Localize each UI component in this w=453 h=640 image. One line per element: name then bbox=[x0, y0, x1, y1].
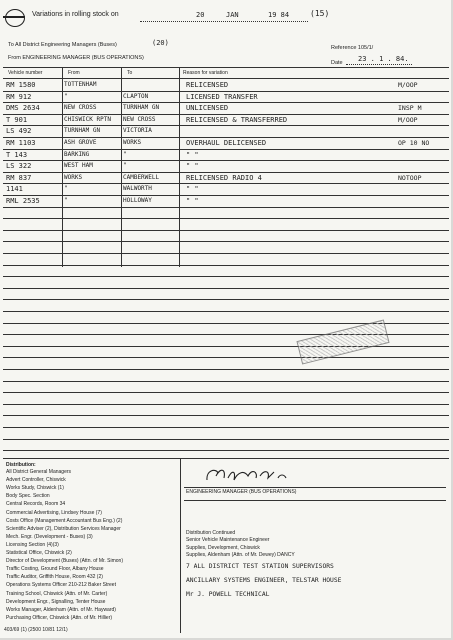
title-number: (15) bbox=[310, 9, 330, 18]
to-cell: " bbox=[123, 162, 127, 170]
distribution-line: Statistical Office, Chiswick (2) bbox=[6, 550, 72, 556]
row-rule bbox=[3, 172, 449, 173]
distribution-line: Advert Controller, Chiswick bbox=[6, 477, 66, 484]
col-header-to: To bbox=[127, 70, 133, 76]
col-header-vehicle: Vehicle number bbox=[8, 70, 43, 76]
row-rule bbox=[3, 195, 449, 196]
distribution-line: Commercial Advertising, Lindsey House (7) bbox=[6, 509, 102, 516]
distribution-line: Central Records, Room 34 bbox=[6, 501, 66, 508]
date-value: 23 . 1 . 84. bbox=[358, 55, 409, 63]
doc-title: Variations in rolling stock on bbox=[32, 11, 119, 18]
blank-rule bbox=[3, 230, 449, 231]
vehicle-cell: T 901 bbox=[6, 115, 28, 124]
blank-rule bbox=[3, 346, 449, 347]
from-cell: " bbox=[64, 92, 68, 100]
vehicle-cell: DMS 2634 bbox=[6, 104, 40, 113]
title-day: 20 bbox=[196, 11, 205, 19]
reference-label: Reference 105/1/ bbox=[331, 45, 374, 51]
col-divider-1 bbox=[62, 67, 63, 267]
dist-continued-line: Senior Vehicle Maintenance Engineer bbox=[186, 537, 270, 543]
dist-continued-line: Supplies, Development, Chiswick bbox=[186, 544, 260, 551]
distribution-line: Purchasing Officer, Chiswick (Attn. of Mr. Hillier) bbox=[6, 614, 113, 621]
bottom-section-rule bbox=[3, 458, 449, 459]
dist-handwritten-line: 7 ALL DISTRICT TEST STATION SUPERVISORS bbox=[186, 563, 334, 570]
row-rule bbox=[3, 125, 449, 126]
distribution-line: Works Manager, Aldenham (Attn. of Mr. Hayward) bbox=[6, 606, 116, 613]
col-divider-2 bbox=[121, 67, 122, 267]
vehicle-cell: RM 1580 bbox=[6, 81, 36, 89]
from-cell: CHISWICK RPTN bbox=[64, 115, 111, 123]
distribution-line: All District General Managers bbox=[6, 469, 72, 475]
title-month: JAN bbox=[226, 11, 239, 19]
date-dotted-line bbox=[346, 64, 412, 65]
table-header-rule bbox=[3, 78, 449, 79]
to-cell: VICTORIA bbox=[123, 127, 152, 135]
note-cell: M/OOP bbox=[398, 81, 418, 89]
blank-rule bbox=[3, 299, 449, 300]
to-cell: WALWORTH bbox=[123, 185, 152, 193]
note-cell: NOTOOP bbox=[398, 173, 422, 182]
signature-title: ENGINEERING MANAGER (BUS OPERATIONS) bbox=[186, 489, 297, 495]
vehicle-cell: RM 837 bbox=[6, 173, 32, 182]
from-cell: WORKS bbox=[64, 173, 83, 181]
row-rule bbox=[3, 207, 449, 208]
blank-rule bbox=[3, 439, 449, 440]
from-cell: ASH GROVE bbox=[64, 139, 97, 146]
blank-rule bbox=[3, 265, 449, 266]
signature-rule bbox=[184, 487, 446, 488]
to-cell: CAMBERWELL bbox=[123, 173, 160, 181]
to-line: To All District Engineering Managers (Buses) bbox=[8, 42, 117, 48]
row-rule bbox=[3, 149, 449, 150]
blank-rule bbox=[3, 241, 449, 242]
row-rule bbox=[3, 102, 449, 103]
vehicle-cell: LS 322 bbox=[6, 162, 32, 171]
roundel-logo-icon bbox=[5, 9, 25, 27]
vehicle-cell: T 143 bbox=[6, 150, 28, 159]
from-cell: TURNHAM GN bbox=[64, 127, 101, 135]
distribution-line: Scientific Adviser (2), Distribution Services Manager bbox=[6, 525, 121, 532]
blank-rule bbox=[3, 357, 449, 358]
distribution-line: Traffic Costing, Ground Floor, Albany House bbox=[6, 566, 104, 573]
to-cell: HOLLOWAY bbox=[123, 197, 152, 204]
from-cell: TOTTENHAM bbox=[64, 81, 97, 88]
blank-rule bbox=[3, 404, 449, 405]
blank-rule bbox=[3, 311, 449, 312]
distribution-line: Development Engr., Signalling, Tenter House bbox=[6, 598, 106, 605]
row-rule bbox=[3, 114, 449, 115]
distribution-line: Licensing Section (4)(3) bbox=[6, 541, 59, 548]
to-cell: TURNHAM GN bbox=[123, 104, 160, 112]
reason-cell: UNLICENSED bbox=[186, 104, 229, 113]
dist-handwritten-line: ANCILLARY SYSTEMS ENGINEER, TELSTAR HOUSE bbox=[186, 577, 342, 584]
row-rule bbox=[3, 91, 449, 92]
note-cell: OP 10 NO bbox=[398, 139, 430, 147]
reason-cell: " " bbox=[186, 162, 199, 171]
distribution-line: Mech. Engr. (Development - Buses) (3) bbox=[6, 533, 93, 540]
dist-handwritten-line: Mr J. POWELL TECHNICAL bbox=[186, 591, 270, 598]
row-rule bbox=[3, 137, 449, 138]
row-rule bbox=[3, 183, 449, 184]
vehicle-cell: 1141 bbox=[6, 185, 23, 194]
from-cell: BARKING bbox=[64, 150, 90, 158]
col-divider-3 bbox=[179, 67, 180, 267]
from-cell: " bbox=[64, 197, 68, 204]
reason-cell: " " bbox=[186, 150, 199, 159]
reason-cell: RELICENSED & TRANSFERRED bbox=[186, 115, 288, 124]
reason-cell: " " bbox=[186, 185, 199, 194]
distribution-line: Traffic Auditor, Griffith House, Room 432 (2) bbox=[6, 574, 103, 581]
distribution-line: Body Spec. Section bbox=[6, 493, 50, 500]
from-cell: " bbox=[64, 185, 68, 193]
distribution-line: Works Study, Chiswick (1) bbox=[6, 485, 64, 492]
blank-rule bbox=[3, 415, 449, 416]
row-rule bbox=[3, 160, 449, 161]
blank-rule bbox=[3, 288, 449, 289]
reason-cell: RELICENSED RADIO 4 bbox=[186, 173, 262, 182]
col-header-reason: Reason for variation bbox=[183, 70, 228, 76]
blank-rule bbox=[3, 253, 449, 254]
vehicle-cell: LS 492 bbox=[6, 127, 32, 136]
title-year: 19 84 bbox=[268, 11, 290, 19]
vehicle-cell: RM 912 bbox=[6, 92, 32, 101]
from-cell: WEST HAM bbox=[64, 162, 93, 170]
distribution-line: Operations Systems Officer 210-212 Baker Street bbox=[6, 582, 116, 589]
vehicle-cell: RML 2535 bbox=[6, 197, 40, 205]
reason-cell: LICENSED TRANSFER bbox=[186, 92, 258, 101]
blank-rule bbox=[3, 369, 449, 370]
distribution-heading: Distribution: bbox=[6, 462, 36, 468]
blank-rule bbox=[3, 392, 449, 393]
reason-cell: RELICENSED bbox=[186, 81, 229, 89]
to-count: (20) bbox=[152, 39, 169, 47]
form-code: 403/69 (1) (2500 10/81 12/1) bbox=[4, 627, 68, 633]
signature-scribble bbox=[204, 464, 294, 486]
note-cell: INSP M bbox=[398, 104, 422, 113]
vehicle-cell: RM 1103 bbox=[6, 139, 36, 147]
distribution-line: Training School, Chiswick (Attn. of Mr. Carter) bbox=[6, 590, 108, 597]
dist-continued-heading: Distribution Continued bbox=[186, 530, 236, 536]
col-header-from: From bbox=[68, 70, 80, 76]
dist-continued-line: Supplies, Aldenham (Attn. of Mr. Dewey) DANCY bbox=[186, 552, 295, 558]
blank-rule bbox=[3, 381, 449, 382]
date-label: Date bbox=[331, 60, 343, 66]
distribution-line: Director of Development (Buses) (Attn. of Mr. Simon) bbox=[6, 558, 123, 565]
note-cell: M/OOP bbox=[398, 115, 418, 124]
to-cell: " bbox=[123, 150, 127, 158]
blank-rule bbox=[3, 450, 449, 451]
blank-rule bbox=[3, 276, 449, 277]
title-dotted-line bbox=[140, 21, 308, 22]
distribution-line: Costs Office (Management Accountant Bus Eng.) (2) bbox=[6, 517, 123, 524]
reason-cell: OVERHAUL DELICENSED bbox=[186, 139, 267, 147]
to-cell: NEW CROSS bbox=[123, 115, 156, 123]
reason-cell: " " bbox=[186, 197, 199, 205]
signature-lower-rule bbox=[184, 500, 446, 501]
table-top-rule bbox=[3, 67, 449, 68]
blank-rule bbox=[3, 218, 449, 219]
blank-rule bbox=[3, 427, 449, 428]
from-cell: NEW CROSS bbox=[64, 104, 97, 112]
to-cell: WORKS bbox=[123, 139, 142, 146]
to-cell: CLAPTON bbox=[123, 92, 149, 100]
bottom-section-divider bbox=[180, 458, 181, 633]
from-line: From ENGINEERING MANAGER (BUS OPERATIONS) bbox=[8, 55, 144, 61]
